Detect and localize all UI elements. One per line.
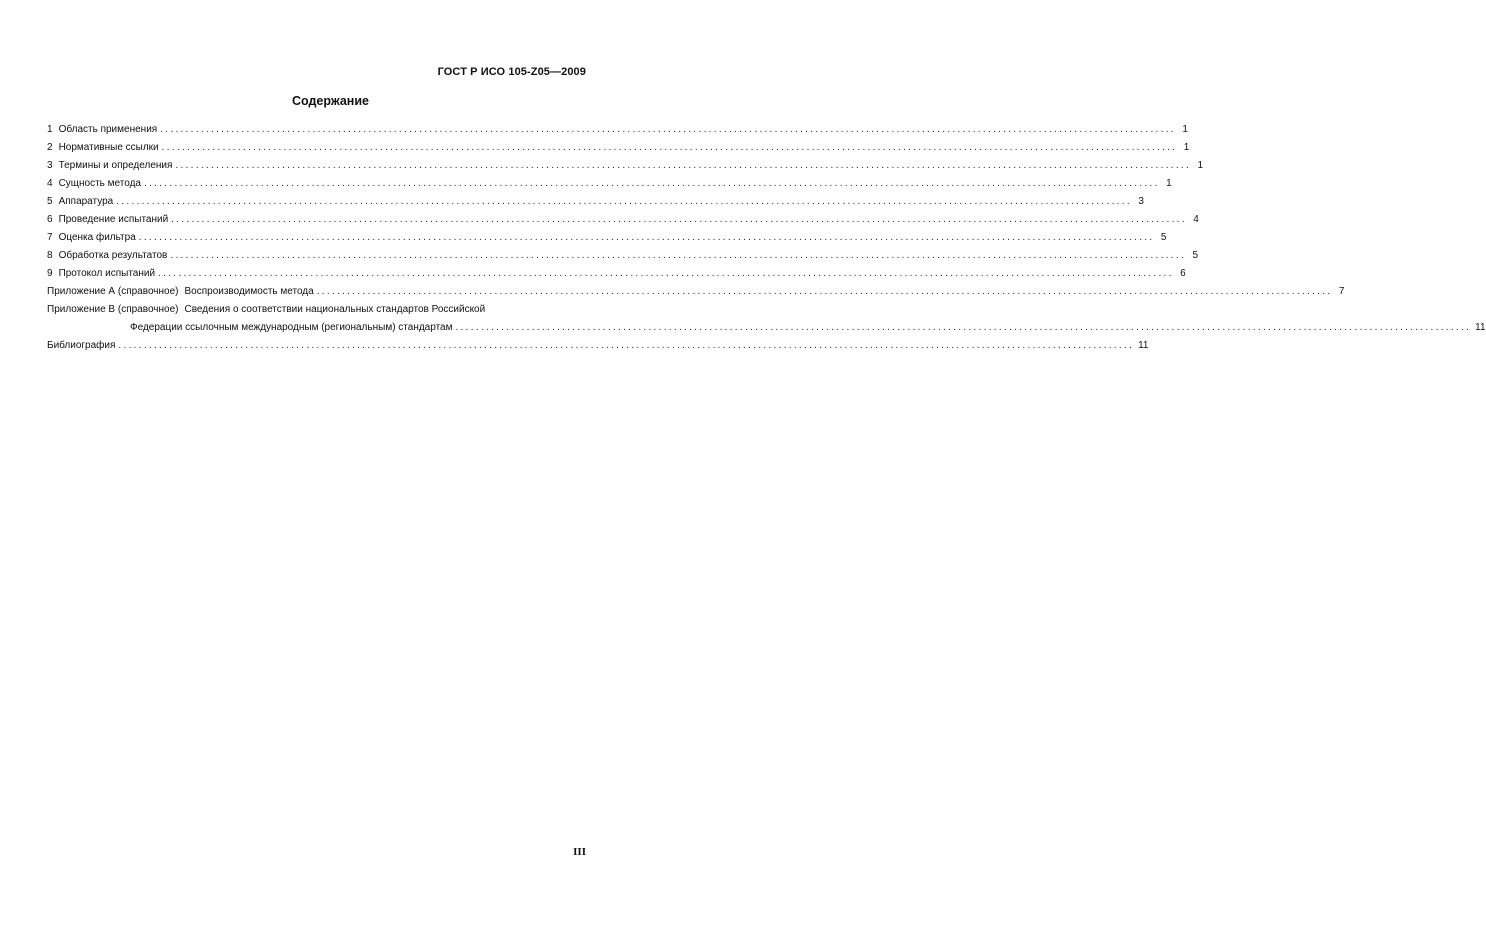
- toc-annex-b-line2[interactable]: [47, 319, 1486, 337]
- toc-item-page: 1: [1197, 160, 1204, 171]
- annex-b-prefix: Приложение В (справочное): [47, 304, 179, 315]
- toc-item-page: 1: [1182, 124, 1188, 135]
- toc-leader-dots: ........................................................................................................................................................................................................: [143, 178, 1160, 189]
- toc-item-label: Сущность метода: [58, 178, 141, 189]
- toc-item-label: Обработка результатов: [58, 250, 168, 261]
- toc-item-label: Протокол испытаний: [58, 268, 156, 279]
- page-number: III: [573, 846, 586, 858]
- toc-item[interactable]: [47, 247, 1199, 265]
- toc-leader-dots: ........................................................................................................................................................................................................: [170, 250, 1187, 261]
- toc-item-page: 3: [1138, 196, 1144, 207]
- toc-title: Содержание: [291, 94, 369, 108]
- toc-leader-dots: ........................................................................................................................................................................................................: [171, 214, 1187, 225]
- document-code: ГОСТ Р ИСО 105-Z05—2009: [437, 66, 586, 78]
- toc-annex-a[interactable]: [47, 283, 1345, 301]
- toc-item[interactable]: [47, 193, 1144, 211]
- toc-item-number: 6: [47, 214, 53, 225]
- toc-item-number: 2: [47, 142, 53, 153]
- annex-a-page: 7: [1338, 286, 1345, 297]
- bibliography-label: Библиография: [47, 340, 116, 351]
- toc-item-label: Аппаратура: [58, 196, 114, 207]
- toc-item-number: 3: [47, 160, 53, 171]
- toc-item-number: 4: [47, 178, 53, 189]
- toc-item-page: 4: [1193, 214, 1199, 225]
- table-of-contents: [47, 121, 1486, 355]
- toc-leader-dots: ........................................................................................................................................................................................................: [116, 196, 1132, 207]
- toc-item[interactable]: [47, 265, 1186, 283]
- toc-item-page: 5: [1192, 250, 1199, 261]
- annex-a-prefix: Приложение А (справочное): [47, 286, 179, 297]
- toc-item-label: Область применения: [58, 124, 158, 135]
- annex-b-page: 11: [1475, 322, 1486, 333]
- toc-item[interactable]: [47, 157, 1204, 175]
- toc-item-page: 1: [1183, 142, 1190, 153]
- toc-leader-dots: ........................................................................................................................................................................................................: [138, 232, 1155, 243]
- toc-item-page: 1: [1166, 178, 1172, 189]
- annex-a-label: Воспроизводимость метода: [184, 286, 314, 297]
- toc-item-label: Оценка фильтра: [58, 232, 136, 243]
- toc-leader-dots: ........................................................................................................................................................................................................: [175, 160, 1192, 171]
- toc-item-number: 8: [47, 250, 53, 261]
- toc-item[interactable]: [47, 211, 1199, 229]
- toc-leader-dots: ........................................................................................................................................................................................................: [161, 142, 1178, 153]
- toc-item-page: 6: [1180, 268, 1186, 279]
- toc-item-label: Термины и определения: [58, 160, 173, 171]
- toc-item-label: Нормативные ссылки: [58, 142, 159, 153]
- toc-bibliography[interactable]: [47, 337, 1149, 355]
- toc-item[interactable]: [47, 229, 1167, 247]
- toc-annex-b-line1[interactable]: [47, 301, 583, 319]
- toc-item-page: 5: [1160, 232, 1167, 243]
- toc-item-number: 5: [47, 196, 53, 207]
- toc-item[interactable]: [47, 121, 1188, 139]
- toc-item[interactable]: [47, 175, 1172, 193]
- toc-leader-dots: ........................................................................................................................................................................................................: [158, 268, 1174, 279]
- toc-leader-dots: ........................................................................................................................................................................................................: [160, 124, 1176, 135]
- toc-item-number: 9: [47, 268, 53, 279]
- annex-b-label-line1: Сведения о соответствии национальных стандартов Российской: [184, 304, 486, 315]
- toc-item-label: Проведение испытаний: [58, 214, 169, 225]
- annex-b-label-line2: Федерации ссылочным международным (региональным) стандартам: [130, 322, 453, 333]
- toc-leader-dots: ........................................................................................................................................................................................................: [455, 322, 1472, 333]
- toc-item-number: 7: [47, 232, 53, 243]
- toc-item[interactable]: [47, 139, 1190, 157]
- bibliography-page: 11: [1138, 340, 1149, 351]
- toc-item-number: 1: [47, 124, 53, 135]
- toc-leader-dots: ........................................................................................................................................................................................................: [118, 340, 1135, 351]
- toc-leader-dots: ........................................................................................................................................................................................................: [316, 286, 1333, 297]
